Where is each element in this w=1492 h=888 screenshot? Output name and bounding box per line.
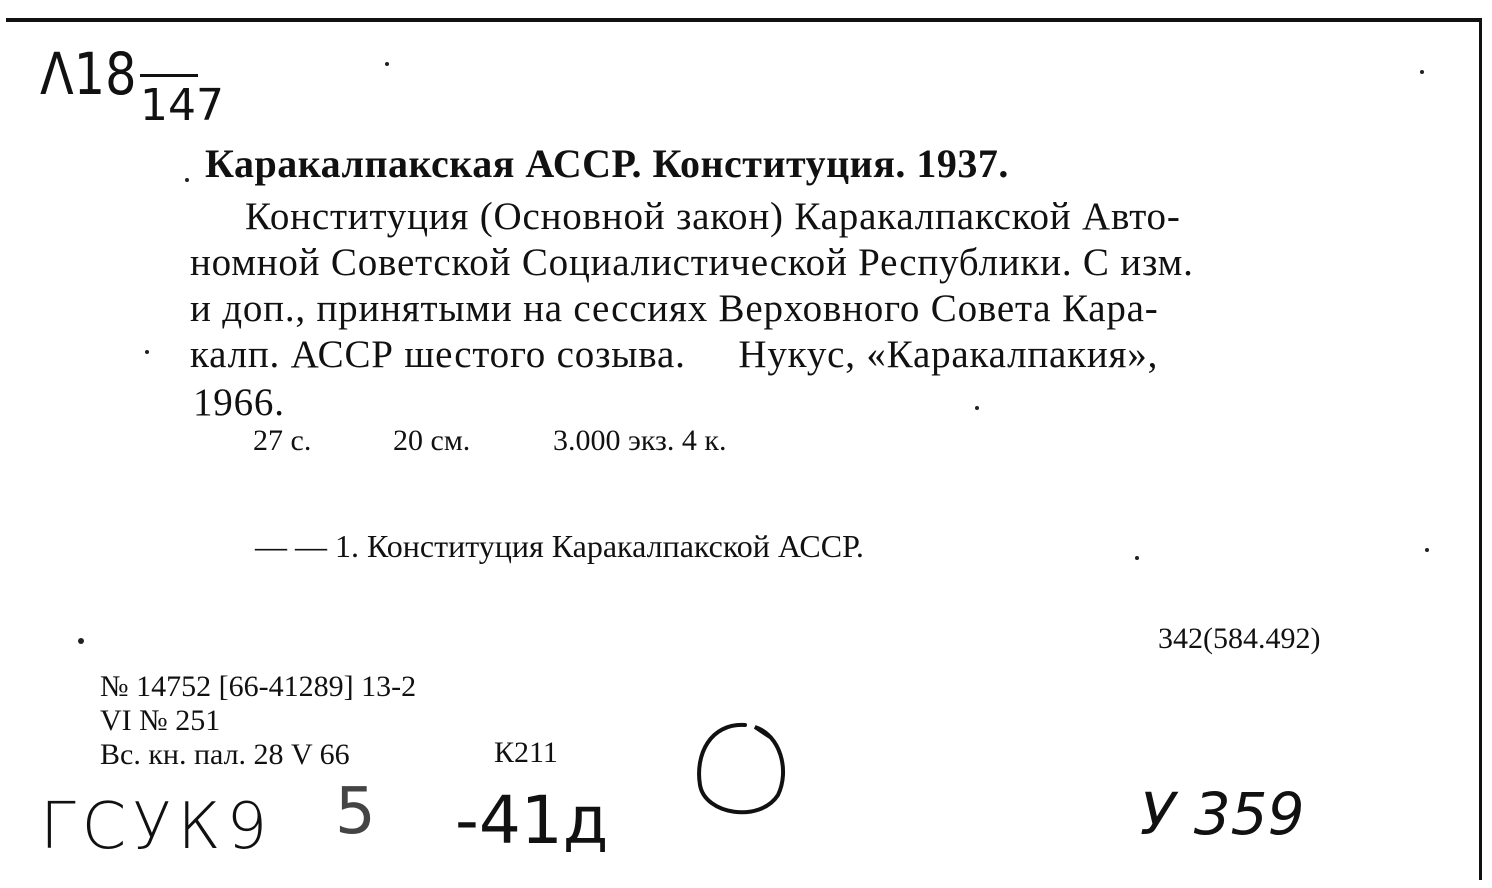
collation-copies-price: 3.000 экз. 4 к. — [553, 424, 727, 457]
speck — [1135, 556, 1139, 560]
collation-size: 20 см. — [393, 424, 471, 457]
card-code: К211 — [494, 736, 558, 769]
body-line-5: 1966. — [193, 381, 285, 424]
handwritten-code-left: ГСУК9 — [40, 790, 274, 864]
record-line-3: Вс. кн. пал. 28 V 66 — [100, 738, 350, 771]
body-line-3: и доп., принятыми на сессиях Верховного Совета Кара- — [190, 287, 1159, 330]
shelfmark-overline — [140, 74, 198, 77]
card-heading: Каракалпакская АССР. Конституция. 1937. — [205, 141, 1009, 186]
handwritten-shelfmark: Λ18 — [40, 40, 137, 108]
circle-mark-icon — [690, 715, 790, 825]
handwritten-shelfmark-sub: 147 — [140, 80, 224, 131]
classification-number: 342(584.492) — [1158, 622, 1321, 655]
collation-pages: 27 с. — [253, 424, 312, 457]
body-line-4: калп. АССР шестого созыва. Нукус, «Каракалпакия», — [190, 333, 1159, 376]
subject-entry: — — 1. Конституция Каракалпакской АССР. — [255, 528, 864, 564]
speck — [145, 350, 149, 354]
handwritten-code-right: У 359 — [1140, 780, 1305, 848]
speck — [1420, 70, 1424, 74]
handwritten-five: 5 — [335, 775, 376, 849]
record-line-2: VI № 251 — [100, 704, 221, 737]
speck — [185, 178, 189, 182]
speck — [1425, 548, 1429, 552]
body-line-2: номной Советской Социалистической Республики. С изм. — [190, 241, 1194, 284]
handwritten-code-mid: -41д — [455, 782, 609, 859]
speck — [975, 406, 979, 410]
record-line-1: № 14752 [66-41289] 13-2 — [100, 670, 417, 703]
body-line-1: Конституция (Основной закон) Каракалпакской Авто- — [245, 195, 1181, 238]
speck — [385, 62, 389, 66]
speck — [78, 638, 84, 644]
